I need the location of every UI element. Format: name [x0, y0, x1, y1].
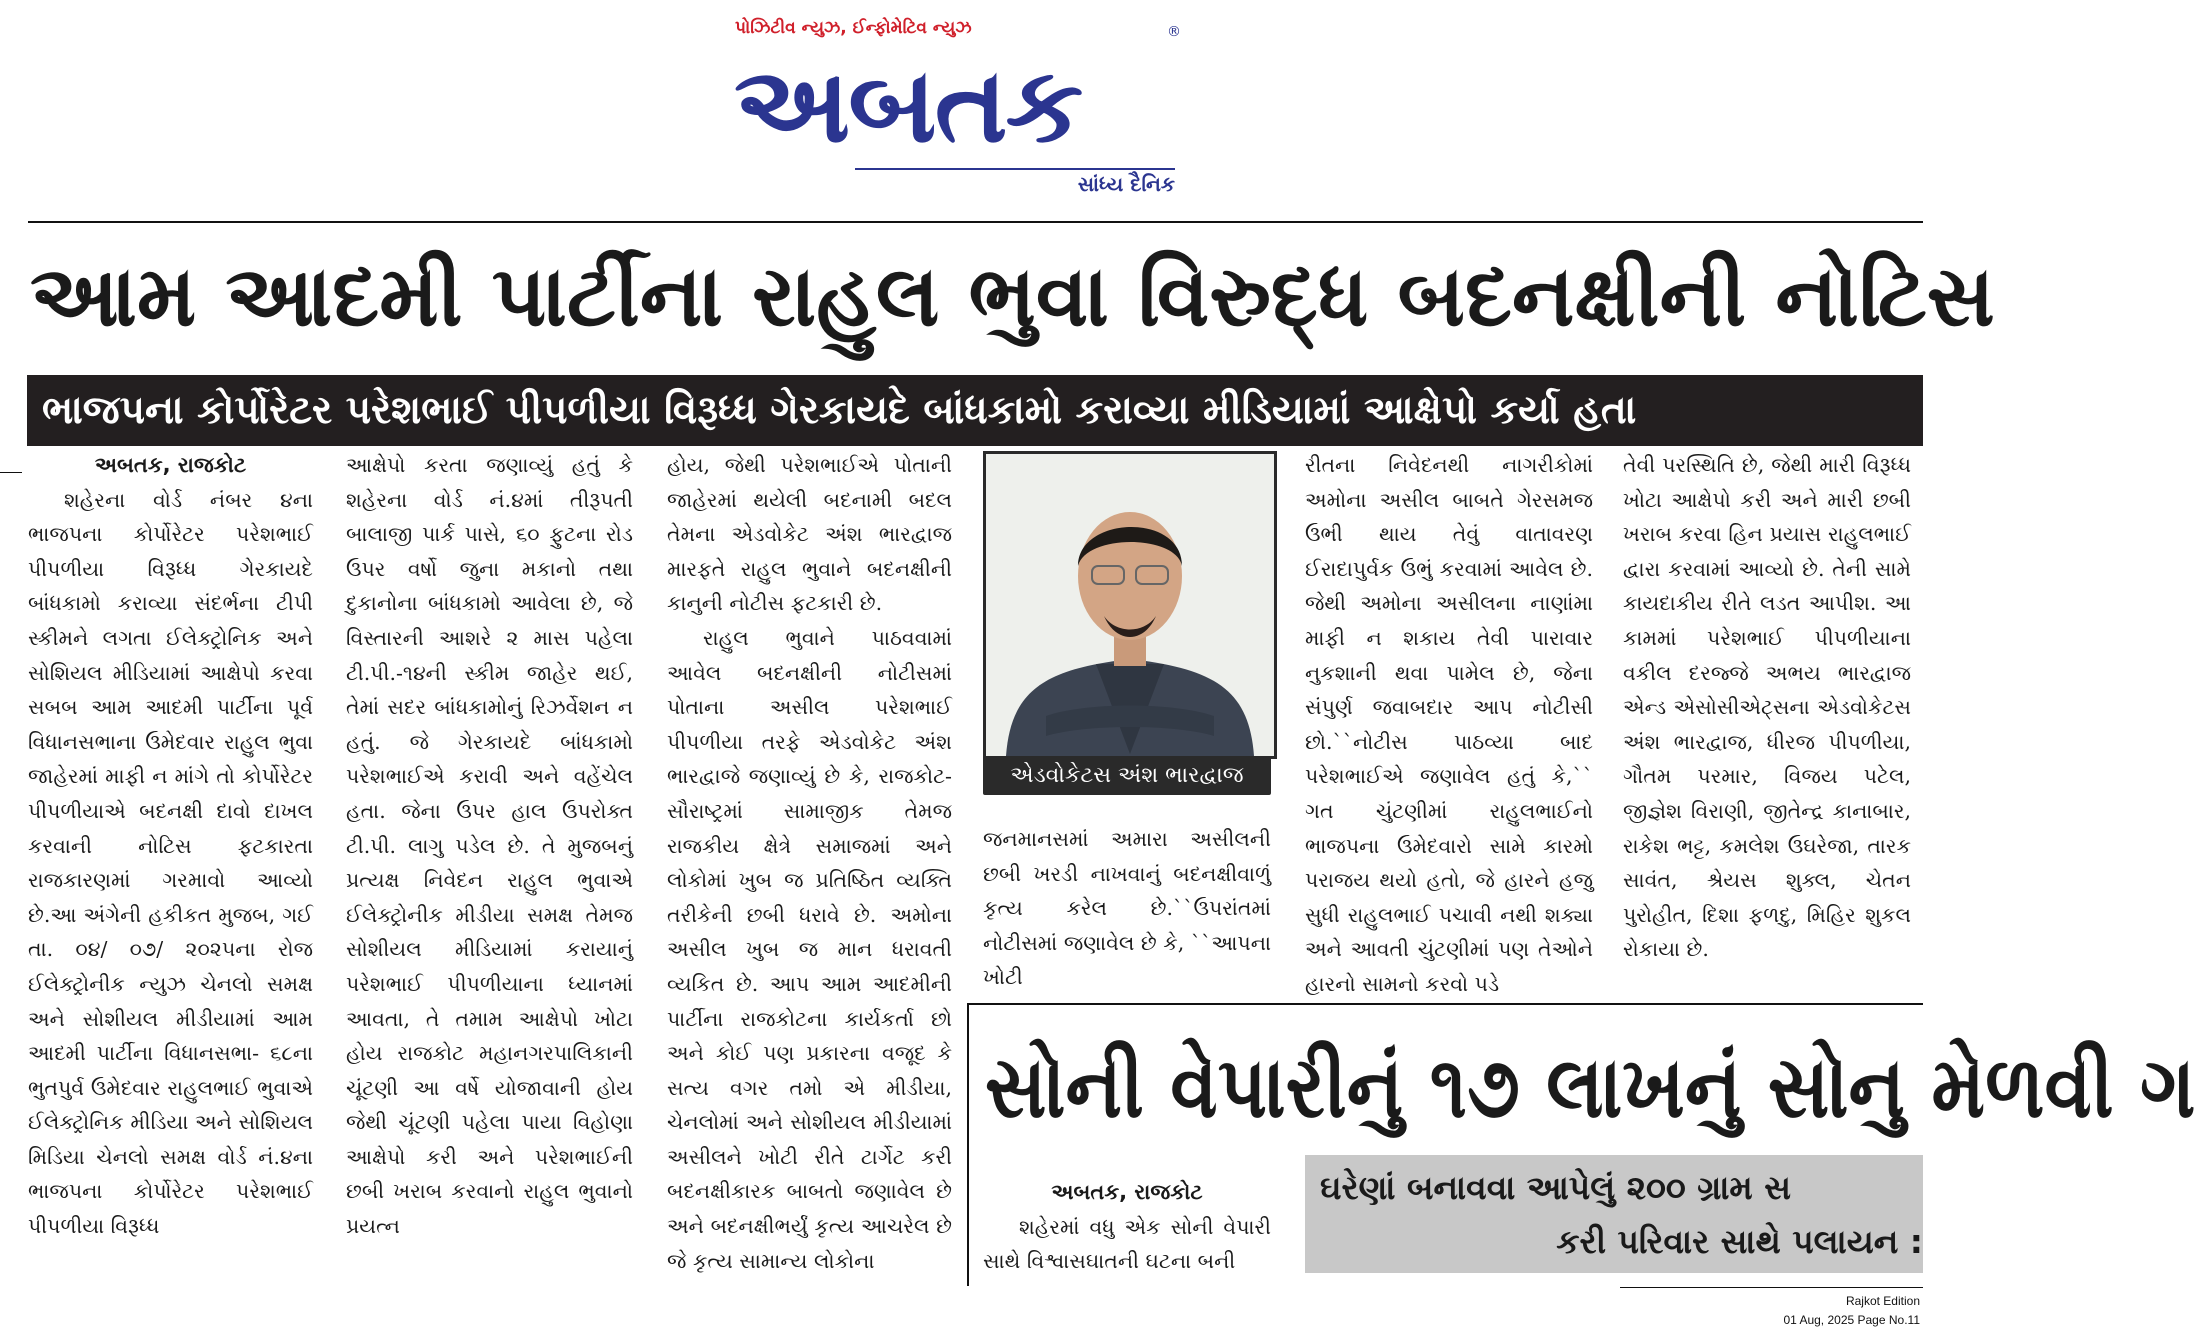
article-column-6 — [1623, 448, 1911, 998]
photo-caption: એડવોકેટસ અંશ ભારદ્વાજ — [983, 757, 1271, 795]
masthead-tagline: પોઝિટીવ ન્યુઝ, ઈન્ફોમેટિવ ન્યુઝ — [735, 18, 972, 38]
edition-info — [1700, 1292, 1920, 1330]
masthead-logo: અબતક — [734, 44, 1082, 166]
masthead-rule — [28, 221, 1923, 223]
article-paragraph: જનમાનસમાં અમારા અસીલની છબી ખરડી નાખવાનું બદનક્ષીવાળું કૃત્ય કરેલ છે.``ઉપરાંતમાં નોટીસમાં જણાવેલ છે કે, ``આપના ખોટી — [983, 827, 1271, 990]
story2-dateline: અબતક, રાજકોટ — [1051, 1180, 1203, 1204]
article-column-1 — [28, 448, 313, 1278]
portrait-image — [986, 454, 1274, 756]
registered-mark: ® — [1167, 24, 1181, 40]
article-paragraph: શહેરના વોર્ડ નંબર ૪ના ભાજપના કોર્પોરેટર પરેશભાઈ પીપળીયા વિરૂધ્ધ ગેરકાયદે બાંધકામો કરાવ્યા સંદર્ભના ટીપી સ્કીમને લગતા ઈલેક્ટ્રોનિક અને સોશિયલ મીડિયામાં આક્ષેપો કરવા સબબ આમ આદમી પાર્ટીના પૂર્વ વિધાનસભાના ઉમેદવાર રાહુલ ભુવા જાહેરમાં માફી ન માંગે તો કોર્પોરેટર પીપળીયાએ બદનક્ષી દાવો દાખલ કરવાની નોટિસ ફટકારતા રાજકારણમાં ગરમાવો આવ્યો છે.આ અંગેની હકીકત મુજબ, ગઈ તા. ૦૪/ ૦૭/ ૨૦૨૫ના રોજ ઈલેક્ટ્રોનીક ન્યુઝ ચેનલો સમક્ષ અને સોશીયલ મીડીયામાં આમ આદમી પાર્ટીના વિધાનસભા- ૬૮ના ભુતપુર્વ ઉમેદવાર રાહુલભાઈ ભુવાએ ઈલેક્ટ્રોનિક મીડિયા અને સોશિયલ મિડિયા ચેનલો સમક્ષ વોર્ડ નં.૪ના ભાજપના કોર્પોરેટર પરેશભાઈ પીપળીયા વિરૂધ્ધ — [28, 487, 313, 1239]
story2-subhead-line2: કરી પરિવાર સાથે પલાયન : — [1556, 1222, 1923, 1261]
edition-date-page: 01 Aug, 2025 Page No.11 — [1783, 1313, 1920, 1327]
article-paragraph: રાહુલ ભુવાને પાઠવવામાં આવેલ બદનક્ષીની નોટીસમાં પોતાના અસીલ પરેશભાઈ પીપળીયા તરફે એડવોકેટ અંશ ભારદ્વાજે જણાવ્યું છે કે, રાજકોટ-સૌરાષ્ટ્રમાં સામાજીક તેમજ રાજકીય ક્ષેત્રે સમાજમાં અને લોકોમાં ખુબ જ પ્રતિષ્ઠિત વ્યક્તિ તરીકેની છબી ધરાવે છે. અમોના અસીલ ખુબ જ માન ધરાવતી વ્યકિત છે. આપ આમ આદમીની પાર્ટીના રાજકોટના કાર્યકર્તા છો અને કોઈ પણ પ્રકારના વજૂદ કે સત્ય વગર તમો એ મીડીયા, ચેનલોમાં અને સોશીયલ મીડીયામાં અસીલને ખોટી રીતે ટાર્ગેટ કરી બદનક્ષીકારક બાબતો જણાવેલ છે અને બદનક્ષીભર્યું કૃત્ય આચરેલ છે જે કૃત્ય સામાન્ય લોકોના — [667, 625, 952, 1273]
story2-side-rule — [967, 1003, 969, 1286]
article-column-3 — [667, 448, 952, 1278]
masthead-subtitle: સાંધ્ય દૈનિક — [1077, 172, 1175, 196]
footer-rule — [1620, 1287, 1923, 1288]
article-paragraph: તેવી પરસ્થિતિ છે, જેથી મારી વિરૂધ્ધ ખોટા આક્ષેપો કરી અને મારી છબી ખરાબ કરવા હિન પ્રયાસ રાહુલભાઈ દ્વારા કરવામાં આવ્યો છે. તેની સામે કાયદાકીય રીતે લડત આપીશ. આ કામમાં પરેશભાઈ પીપળીયાના વકીલ દરજ્જે અભય ભારદ્વાજ એન્ડ એસોસીએટ્સના એડવોકેટસ અંશ ભારદ્વાજ, ધીરજ પીપળીયા, ગૌતમ પરમાર, વિજય પટેલ, જીજ્ઞેશ વિરાણી, જીતેન્દ્ર કાનાબાર, રાકેશ ભટ્ટ, કમલેશ ઉઘરેજા, તારક સાવંત, શ્રેયસ શુક્લ, ચેતન પુરોહીત, દિશા ફળદુ, મિહિર શુકલ રોકાયા છે. — [1623, 453, 1911, 962]
column-marker — [0, 472, 22, 473]
article-paragraph: આક્ષેપો કરતા જણાવ્યું હતું કે શહેરના વોર્ડ નં.૪માં તીરૂપતી બાલાજી પાર્ક પાસે, ૬૦ ફુટના રોડ ઉપર વર્ષો જુના મકાનો તથા દુકાનોના બાંધકામો આવેલા છે, જે વિસ્તારની આશરે ૨ માસ પહેલા ટી.પી.-૧૪ની સ્કીમ જાહેર થઈ, તેમાં સદર બાંધકામોનું રિઝર્વેશન ન હતું. જે ગેરકાયદે બાંધકામો પરેશભાઈએ કરાવી અને વહેંચેલ હતા. જેના ઉપર હાલ ઉપરોક્ત ટી.પી. લાગુ પડેલ છે. તે મુજબનું પ્રત્યક્ષ નિવેદન રાહુલ ભુવાએ ઈલેક્ટ્રોનીક મીડીયા સમક્ષ તેમજ સોશીયલ મીડિયામાં કરાયાનું પરેશભાઈ પીપળીયાના ધ્યાનમાં આવતા, તે તમામ આક્ષેપો ખોટા હોય રાજકોટ મહાનગરપાલિકાની ચૂંટણી આ વર્ષે યોજાવાની હોય જેથી ચૂંટણી પહેલા પાયા વિહોણા આક્ષેપો કરી અને પરેશભાઈની છબી ખરાબ કરવાનો રાહુલ ભુવાનો પ્રયત્ન — [346, 453, 633, 1239]
article-paragraph: રીતના નિવેદનથી નાગરીકોમાં અમોના અસીલ બાબતે ગેરસમજ ઉભી થાય તેવું વાતાવરણ ઈરાદાપુર્વક ઉભું કરવામાં આવેલ છે. જેથી અમોના અસીલના નાણાંમા માફી ન શકાય તેવી પારાવાર નુકશાની થવા પામેલ છે, જેના સંપુર્ણ જવાબદાર આપ નોટીસી છો.``નોટીસ પાઠવ્યા બાદ પરેશભાઈએ જણાવેલ હતું કે,`` ગત ચુંટણીમાં રાહુલભાઈનો ભાજપના ઉમેદવારો સામે કારમો પરાજય થયો હતો, જે હારને હજુ સુધી રાહુલભાઈ પચાવી નથી શક્યા અને આવતી ચુંટણીમાં પણ તેઓને હારનો સામનો કરવો પડે — [1305, 453, 1593, 996]
masthead-underline — [855, 168, 1175, 170]
article-column-2 — [346, 448, 633, 1278]
advocate-photo — [983, 451, 1277, 759]
story2-subhead-line1: ઘરેણાં બનાવવા આપેલું ૨૦૦ ગ્રામ સ — [1320, 1168, 1791, 1207]
article-column-5 — [1305, 448, 1593, 998]
dateline: અબતક, રાજકોટ — [94, 453, 247, 477]
article-paragraph: શહેરમાં વધુ એક સોની વેપારી સાથે વિશ્વાસઘાતની ઘટના બની — [983, 1214, 1271, 1274]
story2-top-rule — [967, 1003, 1923, 1005]
edition-name: Rajkot Edition — [1845, 1294, 1920, 1308]
story2-column — [983, 1175, 1271, 1280]
article-paragraph: હોય, જેથી પરેશભાઈએ પોતાની જાહેરમાં થયેલી બદનામી બદલ તેમના એડવોકેટ અંશ ભારદ્વાજ મારફતે રાહુલ ભુવાને બદનક્ષીની કાનુની નોટીસ ફટકારી છે. — [667, 453, 952, 616]
story2-headline: સોની વેપારીનું ૧૭ લાખનું સોનુ મેળવી ગ — [985, 1036, 2196, 1137]
main-headline: આમ આદમી પાર્ટીના રાહુલ ભુવા વિરુદ્ધ બદનક્ષીની નોટિસ — [30, 247, 1995, 345]
subheadline: ભાજપના કોર્પોરેટર પરેશભાઈ પીપળીયા વિરૂધ્ધ ગેરકાયદે બાંધકામો કરાવ્યા મીડિયામાં આક્ષેપો કર્યા હતા — [42, 388, 1637, 433]
article-column-4 — [983, 822, 1271, 997]
